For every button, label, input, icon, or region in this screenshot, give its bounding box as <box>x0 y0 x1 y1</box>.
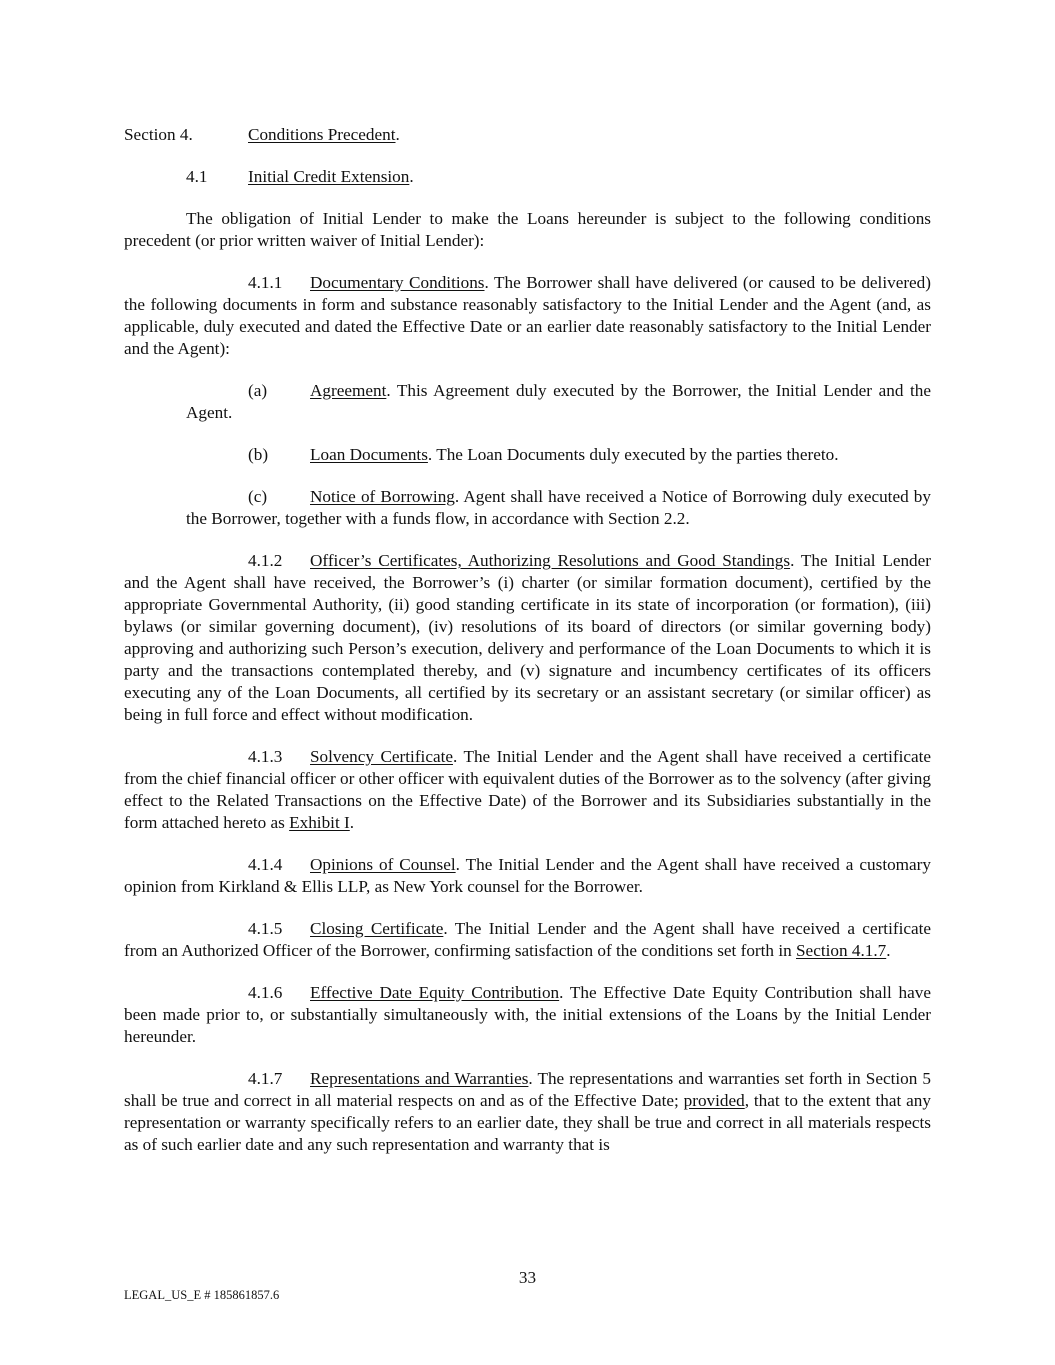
item-label: (a) <box>248 381 268 400</box>
paragraph-number: 4.1.4 <box>248 855 283 874</box>
paragraph-4-1-6 <box>124 982 931 1048</box>
paragraph-text: . The Effective Date Equity Contribution shall have been made prior to, or substantially simultaneously with, the initial extensions of the Loans by the Initial Lender hereunder. <box>124 983 932 1046</box>
item-title: Loan Documents <box>310 445 428 464</box>
paragraph-number: 4.1.7 <box>248 1069 283 1088</box>
item-label: (c) <box>248 487 268 506</box>
paragraph-title: Effective Date Equity Contribution <box>310 983 560 1002</box>
paragraph-text: . The Initial Lender and the Agent shall have received a certificate from an Authorized Officer of the Borrower, confirming satisfaction of the conditions set forth in <box>124 919 932 960</box>
subsection-title: Initial Credit Extension <box>248 167 410 186</box>
item-title: Notice of Borrowing <box>310 487 455 506</box>
section-title: Conditions Precedent <box>248 125 396 144</box>
paragraph-text: . The Initial Lender and the Agent shall have received a certificate from the chief financial officer or other officer with equivalent duties of the Borrower as to the solvency (after giving effect to the Related Transactions on the Effective Date) of the Borrower and its Subsidiaries substantially in the form attached hereto as <box>124 747 932 832</box>
subsection-number: 4.1 <box>186 167 208 186</box>
item-c <box>124 486 931 530</box>
section-number: Section 4. <box>124 125 193 144</box>
paragraph-title: Representations and Warranties <box>310 1069 529 1088</box>
paragraph-number: 4.1.2 <box>248 551 283 570</box>
paragraph-4-1-1 <box>124 272 931 360</box>
paragraph-number: 4.1.1 <box>248 273 283 292</box>
paragraph-title: Closing Certificate <box>310 919 444 938</box>
item-b <box>124 444 931 466</box>
intro-paragraph: The obligation of Initial Lender to make the Loans hereunder is subject to the following conditions precedent (or prior written waiver of Initial Lender): <box>124 209 931 250</box>
paragraph-title: Opinions of Counsel <box>310 855 456 874</box>
paragraph-4-1-3: 4.1.3 Solvency Certificate. The Initial Lender and the Agent shall have received a certificate from the chief financial officer or other officer with equivalent duties of the Borrower as to the solvency (after giving effect to the Related Transactions on the Effective Date) of the Borrower and its Subsidiaries substantially in the form attached hereto as Exhibit I. <box>124 747 932 832</box>
document-body <box>124 124 931 1156</box>
exhibit-i-link[interactable]: Exhibit I <box>289 813 350 832</box>
section-heading: Section 4. Conditions Precedent. <box>124 125 400 144</box>
paragraph-4-1-4 <box>124 854 931 898</box>
subsection-heading-4-1: 4.1 Initial Credit Extension. <box>186 167 414 186</box>
paragraph-text: . The Initial Lender and the Agent shall have received a customary opinion from Kirkland & Ellis LLP, as New York counsel for the Borrower. <box>124 855 931 896</box>
item-title: Agreement <box>310 381 387 400</box>
paragraph-number: 4.1.6 <box>248 983 283 1002</box>
paragraph-4-1-7: 4.1.7 Representations and Warranties. The representations and warranties set forth in Section 5 shall be true and correct in all material respects on and as of the Effective Date; provided, that to the extent that any representation or warranty specifically refers to an earlier date, they shall be true and correct in all materials respects as of such earlier date and any such representation and warranty that is <box>124 1069 932 1154</box>
paragraph-title: Officer’s Certificates, Authorizing Resolutions and Good Standings <box>310 551 791 570</box>
item-label: (b) <box>248 445 269 464</box>
document-id: LEGAL_US_E # 185861857.6 <box>124 1288 280 1302</box>
item-a <box>124 380 931 424</box>
paragraph-text: . The Initial Lender and the Agent shall have received, the Borrower’s (i) charter (or similar formation document), certified by the appropriate Governmental Authority, (ii) good standing certificate in its state of incorporation (or formation), (iii) bylaws (or similar governing document), (iv) resolutions of its board of directors (or similar governing body) approving and authorizing such Person’s execution, delivery and performance of the Loan Documents to which it is party and the transactions contemplated thereby, and (v) signature and incumbency certificates of its officers executing any of the Loan Documents, all certified by its secretary or an assistant secretary (or similar officer) as being in full force and effect without modification. <box>124 551 932 724</box>
item-text: . This Agreement duly executed by the Borrower, the Initial Lender and the Agent. <box>186 381 931 422</box>
provided-term: provided <box>683 1091 745 1110</box>
paragraph-4-1-2 <box>124 550 931 726</box>
item-text: . Agent shall have received a Notice of Borrowing duly executed by the Borrower, together with a funds flow, in accordance with Section 2.2. <box>186 487 931 528</box>
paragraph-title: Documentary Conditions <box>310 273 485 292</box>
item-text: . The Loan Documents duly executed by the parties thereto. <box>427 445 839 464</box>
paragraph-title: Solvency Certificate <box>310 747 453 766</box>
paragraph-text: . The representations and warranties set forth in Section 5 shall be true and correct in all material respects on and as of the Effective Date; <box>124 1069 932 1110</box>
paragraph-number: 4.1.5 <box>248 919 283 938</box>
paragraph-number: 4.1.3 <box>248 747 283 766</box>
paragraph-4-1-5: 4.1.5 Closing Certificate. The Initial Lender and the Agent shall have received a certificate from an Authorized Officer of the Borrower, confirming satisfaction of the conditions set forth in Section 4.1.7. <box>124 919 932 960</box>
page-number: 33 <box>518 1268 537 1287</box>
section-4-1-7-link[interactable]: Section 4.1.7 <box>796 941 887 960</box>
paragraph-text: . The Borrower shall have delivered (or caused to be delivered) the following documents in form and substance reasonably satisfactory to the Initial Lender and the Agent (and, as applicable, duly executed and dated the Effective Date or an earlier date reasonably satisfactory to the Initial Lender and the Agent): <box>124 273 931 358</box>
